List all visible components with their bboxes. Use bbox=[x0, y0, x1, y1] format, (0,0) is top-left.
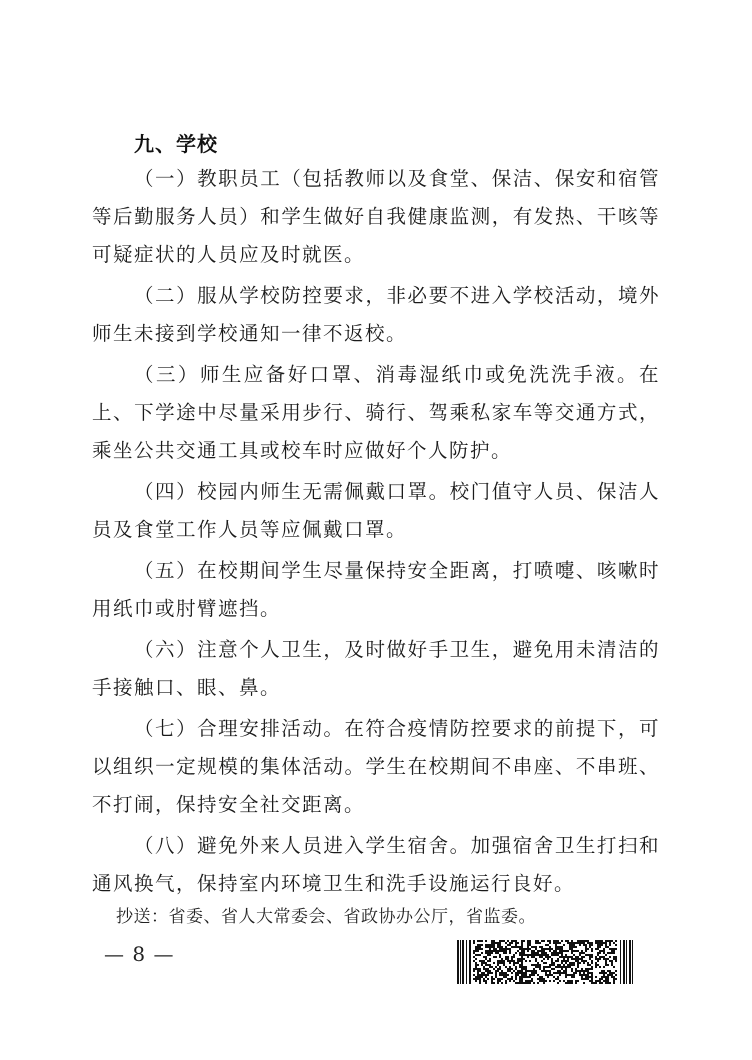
page-number: — 8 — bbox=[104, 942, 175, 966]
paragraph-3: （三）师生应备好口罩、消毒湿纸巾或免洗洗手液。在上、下学途中尽量采用步行、骑行、驾乘私家车等交通方式，乘坐公共交通工具或校车时应做好个人防护。 bbox=[92, 363, 660, 462]
barcode-image bbox=[457, 940, 635, 984]
cc-line: 抄送：省委、省人大常委会、省政协办公厅，省监委。 bbox=[116, 907, 536, 927]
paragraph-8: （八）避免外来人员进入学生宿舍。加强宿舍卫生打扫和通风换气，保持室内环境卫生和洗手设施运行良好。 bbox=[92, 834, 660, 895]
paragraph-5: （五）在校期间学生尽量保持安全距离，打喷嚏、咳嗽时用纸巾或肘臂遮挡。 bbox=[92, 559, 660, 620]
paragraph-2: （二）服从学校防控要求，非必要不进入学校活动，境外师生未接到学校通知一律不返校。 bbox=[92, 284, 660, 345]
section-heading: 九、学校 bbox=[134, 132, 218, 156]
paragraph-7: （七）合理安排活动。在符合疫情防控要求的前提下，可以组织一定规模的集体活动。学生在校期间不串座、不串班、不打闹，保持安全社交距离。 bbox=[92, 717, 660, 816]
paragraph-1: （一）教职员工（包括教师以及食堂、保洁、保安和宿管等后勤服务人员）和学生做好自我健康监测，有发热、干咳等可疑症状的人员应及时就医。 bbox=[92, 167, 660, 266]
body-text bbox=[92, 160, 660, 906]
paragraph-6: （六）注意个人卫生，及时做好手卫生，避免用未清洁的手接触口、眼、鼻。 bbox=[92, 638, 660, 699]
paragraph-4: （四）校园内师生无需佩戴口罩。校门值守人员、保洁人员及食堂工作人员等应佩戴口罩。 bbox=[92, 480, 660, 541]
